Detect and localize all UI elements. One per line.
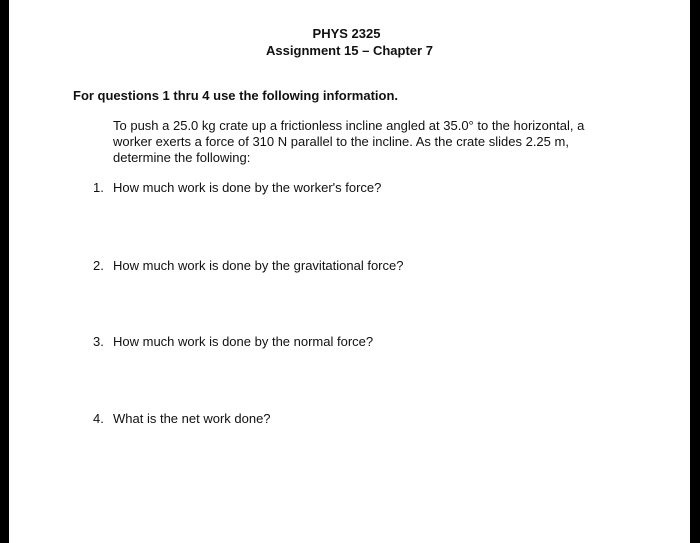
- assignment-title: Assignment 15 – Chapter 7: [266, 43, 433, 58]
- problem-line: worker exerts a force of 310 N parallel to the incline. As the crate slides 2.25 m,: [113, 134, 569, 149]
- question-4: [93, 411, 271, 426]
- course-title: PHYS 2325: [312, 26, 381, 41]
- problem-line: To push a 25.0 kg crate up a frictionless incline angled at 35.0° to the horizontal, a: [113, 118, 585, 133]
- document-page: [9, 0, 690, 543]
- question-2: [93, 258, 403, 273]
- section-heading: For questions 1 thru 4 use the following information.: [73, 88, 399, 103]
- question-text: How much work is done by the normal force?: [113, 334, 374, 349]
- question-number: 2.: [93, 258, 104, 273]
- question-3: [93, 334, 373, 349]
- problem-statement: [113, 118, 613, 166]
- question-text: How much work is done by the worker's force?: [113, 180, 382, 195]
- question-1: [93, 180, 381, 195]
- question-text: What is the net work done?: [113, 411, 271, 426]
- question-number: 4.: [93, 411, 104, 426]
- question-number: 1.: [93, 180, 104, 195]
- question-text: How much work is done by the gravitational force?: [113, 258, 404, 273]
- problem-line: determine the following:: [113, 150, 251, 165]
- question-number: 3.: [93, 334, 104, 349]
